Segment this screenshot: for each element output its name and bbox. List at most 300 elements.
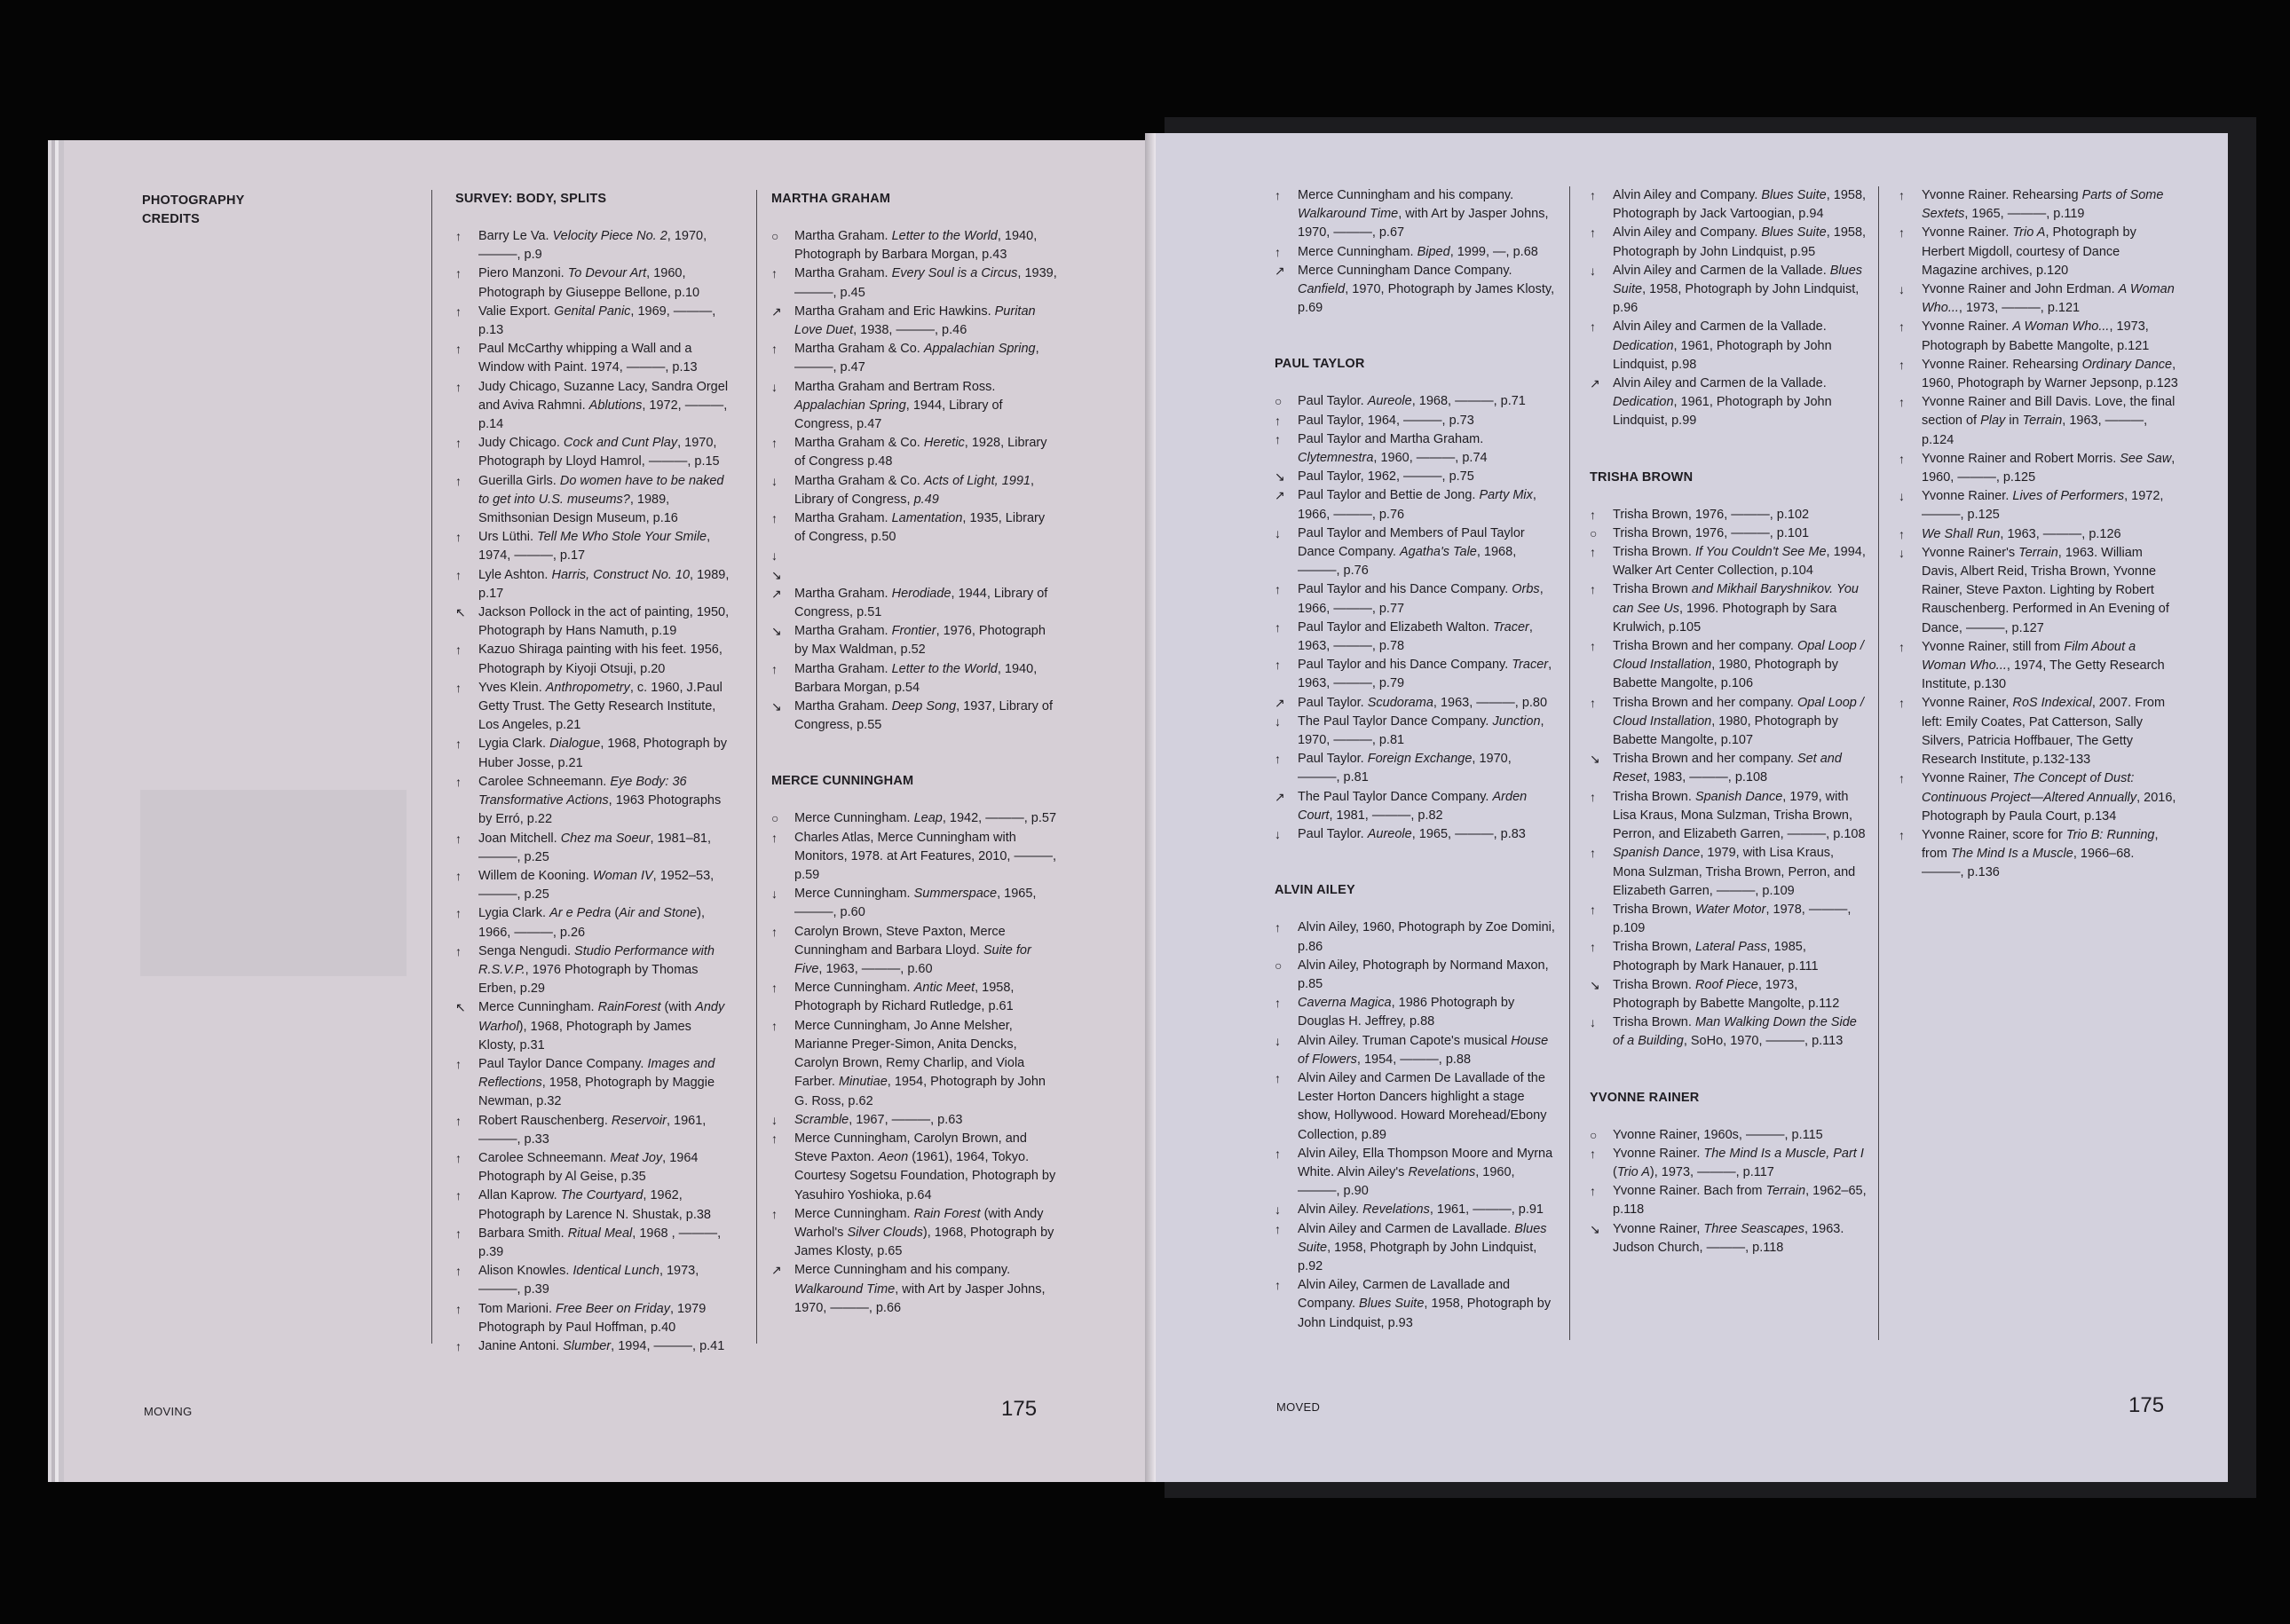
work-title-text: Meat Joy [610, 1150, 663, 1165]
work-title-text: The Mind Is a Muscle, Part I [1703, 1146, 1864, 1161]
credit-text: , 1963, ———, p.80 [1433, 695, 1548, 710]
credit-text: Martha Graham. [794, 624, 892, 639]
credit-entry [1590, 788, 1868, 845]
work-title-text: Clytemnestra [1298, 451, 1374, 466]
credit-text: , 1986 Photograph by Douglas H. Jeffrey, p.88 [1298, 996, 1515, 1029]
credit-entry [771, 979, 1058, 1016]
credit-text: , 1970, ———, p.81 [1298, 752, 1512, 785]
work-title-text: Cock and Cunt Play [563, 436, 678, 451]
arrow-marker-icon: ↓ [1275, 1202, 1281, 1218]
work-title-text: Terrain [2022, 414, 2063, 429]
work-title-text: p.49 [913, 492, 939, 507]
credit-text: Trisha Brown and her company. [1613, 695, 1797, 710]
credit-text: , 1963, ———, p.124 [1922, 414, 2148, 447]
credit-text: The Paul Taylor Dance Company. [1298, 789, 1493, 804]
credit-entry [1275, 918, 1555, 956]
work-title-text: Reservoir [611, 1113, 667, 1128]
credit-text: , 1979, with Lisa Kraus, Mona Sulzman, Trisha Brown, Perron, and Elizabeth Garren, ———, p.108 [1613, 789, 1866, 842]
work-title-text: Eye Body: 36 Transformative Actions [478, 774, 687, 808]
credit-text: Merce Cunningham. [1298, 244, 1417, 259]
credit-text: Paul Taylor and Elizabeth Walton. [1298, 619, 1494, 635]
credit-entry [455, 434, 731, 471]
credit-text: Valie Export. [478, 304, 555, 319]
arrow-marker-icon: ↑ [1275, 920, 1281, 935]
credit-text: , 1972, ———, p.125 [1922, 489, 2164, 523]
credit-text: , 1962–65, p.118 [1613, 1184, 1867, 1218]
credit-text: Trisha Brown. [1613, 545, 1695, 560]
page-number-right: 175 [2128, 1393, 2165, 1417]
credit-text: Yvonne Rainer. [1613, 1146, 1704, 1161]
credit-text: Yvonne Rainer. [1922, 225, 2013, 240]
arrow-marker-icon: ↑ [1590, 225, 1596, 240]
work-title-text: Slumber [563, 1338, 612, 1353]
credit-entry [771, 547, 1058, 565]
arrow-marker-icon: ○ [1590, 1127, 1598, 1142]
credit-text: , 1940, Barbara Morgan, p.54 [794, 661, 1038, 695]
credit-entry [1275, 1145, 1555, 1202]
credit-text: Piero Manzoni. [478, 266, 568, 281]
credit-entry [1899, 224, 2178, 280]
credit-text: Martha Graham. [794, 229, 892, 243]
credit-text: Kazuo Shiraga painting with his feet. 1956, Photograph by Kiyoji Otsuji, p.20 [478, 643, 723, 676]
credit-entry [455, 830, 731, 867]
credit-entry [455, 227, 731, 264]
credit-text: Paul Taylor and his Dance Company. [1298, 582, 1512, 597]
work-title-text: Biped [1417, 244, 1450, 259]
credit-text: , 1963, ———, p.78 [1298, 619, 1533, 654]
arrow-marker-icon: ↑ [1590, 940, 1596, 955]
credit-text: , 1958, Photograph by Jack Vartoogian, p.94 [1613, 188, 1867, 222]
credit-text: Merce Cunningham. [794, 1206, 914, 1221]
arrow-marker-icon: ↑ [1590, 1146, 1596, 1161]
credit-text: Merce Cunningham. [794, 887, 914, 902]
credit-text: , 1994, Walker Art Center Collection, p.104 [1613, 545, 1866, 579]
credit-text: , 1970, ———, p.9 [478, 229, 707, 263]
arrow-marker-icon: ↑ [1590, 789, 1596, 804]
arrow-marker-icon: ↑ [455, 737, 462, 752]
arrow-marker-icon: ↗ [1275, 263, 1285, 278]
arrow-marker-icon: ↓ [1590, 263, 1596, 278]
work-title-text: Dedication [1613, 338, 1674, 353]
arrow-marker-icon: ↘ [1590, 977, 1600, 992]
credit-entry [1275, 1276, 1555, 1333]
work-title-text: Herodiade [891, 586, 952, 601]
credit-text: Trisha Brown. [1613, 789, 1695, 804]
credit-text: , 1960, Photograph by Giuseppe Bellone, p.10 [478, 266, 700, 300]
credit-entry [455, 867, 731, 904]
credit-text: Alvin Ailey and Company. [1613, 188, 1762, 202]
work-title-text: Tell Me Who Stole Your Smile [537, 530, 707, 545]
work-title-text: Ordinary Dance [2081, 357, 2173, 372]
credit-text: , 1965, ———, p.83 [1411, 827, 1526, 842]
arrow-marker-icon: ↑ [455, 943, 462, 958]
work-title-text: Appalachian Spring [923, 342, 1036, 357]
arrow-marker-icon: ↑ [1899, 319, 1905, 335]
work-title-text: Anthropometry [545, 680, 630, 695]
work-title-text: Three Seascapes [1703, 1221, 1805, 1236]
credit-text: ), 1968, Photograph by James Klosty, p.31 [478, 1019, 691, 1052]
credit-text: , ———, p.47 [794, 342, 1039, 375]
credit-text: , 1966, ———, p.76 [1298, 488, 1536, 522]
arrow-marker-icon: ↑ [455, 680, 462, 695]
credit-text: , 1960, Photograph by Warner Jepsonp, p.123 [1922, 357, 2178, 391]
credit-text: , 1965, ———, p.60 [794, 887, 1037, 920]
arrow-marker-icon: ↓ [1275, 1033, 1281, 1048]
credit-text: , 1954, Photograph by John G. Ross, p.62 [794, 1075, 1046, 1108]
arrow-marker-icon: ↑ [1275, 1278, 1281, 1293]
credit-entry [1590, 694, 1868, 751]
credit-text: , with Art by Jasper Johns, 1970, ———, p.66 [794, 1281, 1046, 1315]
credit-entry [1590, 374, 1868, 431]
arrow-marker-icon: ↓ [1899, 545, 1905, 560]
arrow-marker-icon: ↑ [1899, 225, 1905, 240]
credit-text: Urs Lüthi. [478, 530, 538, 545]
credit-text: , 1980, Photograph by Babette Mangolte, p.107 [1613, 713, 1838, 748]
credit-entry [771, 809, 1058, 828]
credit-text: Merce Cunningham. [794, 981, 914, 996]
credit-entry [771, 1205, 1058, 1262]
arrow-marker-icon: ↑ [1275, 244, 1281, 259]
credit-text: Yvonne Rainer, [1922, 771, 2013, 786]
credit-text: , 1942, ———, p.57 [942, 811, 1057, 826]
credit-entry [1590, 901, 1868, 938]
work-title-text: Summerspace [913, 887, 998, 902]
credit-text: Alvin Ailey, Carmen de Lavallade and Company. [1298, 1278, 1511, 1312]
credit-text: Yvonne Rainer. [1922, 319, 2013, 335]
credit-text: , 1969, ———, p.13 [478, 304, 716, 338]
work-title-text: Chez ma Soeur [560, 831, 651, 846]
arrow-marker-icon: ↓ [771, 473, 778, 488]
credit-text: , 1968, Photograph by Huber Josse, p.21 [478, 737, 728, 770]
arrow-marker-icon: ↓ [771, 1112, 778, 1127]
credit-text: Alvin Ailey. [1298, 1202, 1363, 1218]
arrow-marker-icon: ↓ [1275, 713, 1281, 729]
work-title-text: Opal Loop / Cloud Installation [1613, 695, 1864, 729]
credit-text: Merce Cunningham. [794, 811, 914, 826]
credit-entry [771, 698, 1058, 735]
credit-text: Trisha Brown, 1976, ———, p.102 [1613, 507, 1810, 522]
credit-entry [771, 1111, 1058, 1130]
credit-text: , 1940, Photograph by Barbara Morgan, p.43 [794, 229, 1038, 263]
credit-text: Merce Cunningham, Carolyn Brown, and Steve Paxton. [794, 1131, 1027, 1165]
arrow-marker-icon: ↑ [455, 831, 462, 846]
arrow-marker-icon: ↓ [1275, 525, 1281, 540]
credit-entry [455, 998, 731, 1055]
work-title-text: Roof Piece [1694, 977, 1758, 992]
work-title-text: Scudorama [1367, 695, 1433, 710]
credit-entry [1275, 694, 1555, 713]
section-heading: MERCE CUNNINGHAM [771, 774, 914, 789]
arrow-marker-icon: ↖ [455, 1000, 466, 1015]
credit-text: , 1973, ———, p.39 [478, 1264, 699, 1297]
work-title-text: Junction [1492, 713, 1541, 729]
credit-text: , 1970, Photograph by James Klosty, p.69 [1298, 282, 1555, 316]
credit-text: Yvonne Rainer, [1613, 1221, 1704, 1236]
credit-text: Tom Marioni. [478, 1301, 557, 1316]
credit-entry [1590, 637, 1868, 694]
arrow-marker-icon: ↑ [771, 1131, 778, 1146]
work-title-text: Aeon [878, 1150, 909, 1165]
credit-entry [1590, 224, 1868, 261]
credit-text: , 2007. From left: Emily Coates, Pat Catterson, Sally Silvers, Patricia Hoffbauer, The Getty Research Institute, p.132-133 [1922, 696, 2166, 768]
credit-entry [1275, 1069, 1555, 1145]
arrow-marker-icon: ↑ [1590, 639, 1596, 654]
credit-text: ), 1968, Photograph by James Klosty, p.65 [794, 1225, 1054, 1259]
credits-column-taylor-ailey [1275, 186, 1555, 1340]
credit-entry [455, 303, 731, 340]
credit-text: Paul Taylor. [1298, 394, 1368, 409]
credit-text: , 1972, ———, p.14 [478, 398, 728, 432]
credit-text: Trisha Brown. [1613, 977, 1695, 992]
arrow-marker-icon: ↗ [1275, 789, 1285, 804]
work-title-text: Revelations [1408, 1164, 1476, 1179]
credit-entry [1275, 656, 1555, 693]
credit-text: Paul Taylor, 1964, ———, p.73 [1298, 413, 1474, 428]
arrow-marker-icon: ↗ [771, 304, 782, 319]
credit-text: Lygia Clark. [478, 906, 550, 921]
credit-text: Yvonne Rainer, [1922, 696, 2013, 711]
credit-text: Martha Graham & Co. [794, 342, 924, 357]
page-number-left: 175 [1001, 1397, 1038, 1421]
arrow-marker-icon: ○ [1275, 958, 1283, 973]
credit-text: Merce Cunningham and his company. [794, 1263, 1011, 1278]
credit-text: , 1960, ———, p.90 [1298, 1164, 1515, 1199]
credit-text: Paul Taylor and Martha Graham. [1298, 431, 1484, 446]
credit-text: Paul Taylor and his Dance Company. [1298, 658, 1512, 673]
work-title-text: Heretic [923, 436, 965, 451]
credit-entry [455, 472, 731, 529]
section-heading: SURVEY: BODY, SPLITS [455, 192, 607, 206]
credit-entry [771, 829, 1058, 886]
credit-text: Paul Taylor. [1298, 827, 1368, 842]
work-title-text: Antic Meet [913, 981, 975, 996]
arrow-marker-icon: ↓ [1899, 282, 1905, 297]
work-title-text: RainForest [597, 1000, 661, 1015]
credit-text: Alison Knowles. [478, 1264, 573, 1279]
credit-entry [771, 622, 1058, 659]
work-title-text: Spanish Dance [1694, 789, 1783, 804]
credit-text: , 1958, Photograph by John Lindquist, p.93 [1298, 1297, 1552, 1330]
credit-entry [1899, 393, 2178, 450]
credit-text: Janine Antoni. [478, 1338, 564, 1353]
credit-text: (with [660, 1000, 696, 1015]
credit-text: , 1974, The Getty Research Institute, p.130 [1922, 658, 2165, 692]
credit-text: , 2016, Photograph by Paula Court, p.134 [1922, 790, 2176, 824]
work-title-text: Air and Stone [619, 906, 698, 921]
work-title-text: The Mind Is a Muscle [1951, 847, 2073, 862]
arrow-marker-icon: ↑ [455, 643, 462, 658]
work-title-text: The Courtyard [560, 1188, 644, 1203]
arrow-marker-icon: ↗ [1275, 488, 1285, 503]
credit-text: , 1973, Photograph by Babette Mangolte, p.112 [1613, 977, 1840, 1011]
arrow-marker-icon: ↑ [455, 868, 462, 883]
credit-entry [455, 1112, 731, 1149]
credit-text: Charles Atlas, Merce Cunningham with Monitors, 1978. at Art Features, 2010, ———, p.59 [794, 830, 1056, 883]
credit-text: , 1968, ———, p.71 [1411, 394, 1526, 409]
credit-text: , 1960, ———, p.74 [1373, 451, 1488, 466]
work-title-text: Harris, Construct No. 10 [551, 567, 691, 582]
arrow-marker-icon: ↑ [455, 379, 462, 394]
arrow-marker-icon: ↑ [1899, 395, 1905, 410]
work-title-text: Minutiae [838, 1075, 888, 1090]
credit-text: , 1964 Photograph by Al Geise, p.35 [478, 1150, 699, 1185]
credit-entry [455, 942, 731, 999]
credit-text: Yves Klein. [478, 680, 546, 695]
credit-entry [455, 1262, 731, 1299]
credit-entry [455, 679, 731, 736]
credit-text: Yvonne Rainer and Robert Morris. [1922, 451, 2120, 466]
arrow-marker-icon: ↑ [455, 304, 462, 319]
arrow-marker-icon: ↑ [771, 436, 778, 451]
credit-text: Trisha Brown, 1976, ———, p.101 [1613, 525, 1810, 540]
credit-text: Paul Taylor and Bettie de Jong. [1298, 488, 1480, 503]
credit-entry [1275, 580, 1555, 618]
credit-text: Martha Graham & Co. [794, 473, 924, 488]
faded-image-area [140, 790, 407, 976]
arrow-marker-icon: ↑ [1275, 431, 1281, 446]
work-title-text: Foreign Exchange [1367, 752, 1473, 767]
work-title-text: Scramble [794, 1112, 849, 1127]
credits-column-rainer-cont [1878, 186, 2178, 1340]
credit-text: ( [1613, 1164, 1617, 1179]
work-title-text: Blues Suite [1761, 188, 1827, 202]
credit-text: , 1960, ———, p.125 [1922, 451, 2176, 485]
work-title-text: Studio Performance with R.S.V.P. [478, 943, 715, 977]
credit-text: , 1979, with Lisa Kraus, Mona Sulzman, Trisha Brown, Perron, and Elizabeth Garren, ———, p.109 [1613, 846, 1856, 898]
arrow-marker-icon: ↑ [455, 906, 462, 921]
work-title-text: A Woman Who... [2012, 319, 2110, 335]
arrow-marker-icon: ↑ [455, 1113, 462, 1128]
credit-entry [1275, 412, 1555, 430]
credit-entry [1899, 638, 2178, 695]
arrow-marker-icon: ↑ [455, 1264, 462, 1279]
work-title-text: Party Mix [1479, 488, 1533, 503]
arrow-marker-icon: ↑ [1899, 526, 1905, 541]
work-title-text: Woman IV [592, 868, 653, 883]
arrow-marker-icon: ↑ [455, 266, 462, 281]
credit-text: , 1963, ———, p.126 [2000, 526, 2121, 541]
credit-text: , 1963, ———, p.60 [818, 962, 933, 977]
arrow-marker-icon: ↑ [1590, 545, 1596, 560]
credit-entry [771, 264, 1058, 302]
work-title-text: and Mikhail Baryshnikov. You can See Us [1613, 582, 1859, 616]
work-title-text: Lateral Pass [1694, 940, 1767, 955]
arrow-marker-icon: ↑ [455, 530, 462, 545]
arrow-marker-icon: ↑ [1590, 695, 1596, 710]
arrow-marker-icon: ↑ [455, 436, 462, 451]
credit-text: , 1963, ———, p.79 [1298, 658, 1552, 691]
credit-entry [1899, 450, 2178, 487]
work-title-text: Every Soul is a Circus [891, 266, 1018, 281]
arrow-marker-icon: ↑ [1899, 827, 1905, 842]
credit-entry [1590, 1126, 1868, 1145]
credit-text: Barry Le Va. [478, 229, 553, 243]
work-title-text: Set and Reset [1613, 752, 1842, 785]
credit-entry [1275, 994, 1555, 1031]
work-title-text: Aureole [1367, 827, 1412, 842]
credit-text: Paul Taylor and Members of Paul Taylor Dance Company. [1298, 525, 1525, 560]
credit-text: Martha Graham and Eric Hawkins. [794, 304, 995, 319]
credit-text: , 1961, ———, p.33 [478, 1113, 707, 1147]
credit-text: , 1996. Photograph by Sara Krulwich, p.105 [1613, 601, 1837, 635]
credit-text: Judy Chicago, Suzanne Lacy, Sandra Orgel and Aviva Rahmni. [478, 379, 729, 413]
photography-credits-title: PHOTOGRAPHY CREDITS [142, 193, 245, 226]
work-title-text: Blues Suite [1359, 1297, 1425, 1312]
credit-text: , 1976 Photograph by Thomas Erben, p.29 [478, 962, 699, 997]
arrow-marker-icon: ↑ [1590, 846, 1596, 861]
credit-entry [1590, 580, 1868, 637]
running-footer-moved: MOVED [1276, 1400, 1321, 1414]
credit-text: Joan Mitchell. [478, 831, 561, 846]
credit-text: Carolyn Brown, Steve Paxton, Merce Cunningham and Barbara Lloyd. [794, 924, 1006, 958]
credit-text: , 1954, ———, p.88 [1356, 1052, 1472, 1067]
credit-text: , 1968 , ———, p.39 [478, 1226, 722, 1259]
credit-text: Yvonne Rainer's [1922, 545, 2019, 560]
arrow-marker-icon: ↑ [455, 1226, 462, 1241]
credit-text: Paul Taylor, 1962, ———, p.75 [1298, 469, 1474, 485]
credit-entry [771, 472, 1058, 509]
credit-entry [1275, 1201, 1555, 1219]
work-title-text: Canfield [1298, 282, 1346, 297]
work-title-text: Terrain [2018, 545, 2058, 560]
credit-text: (with Andy Warhol's [794, 1206, 1044, 1240]
credit-entry [771, 566, 1058, 585]
credit-text: ), 1966, ———, p.26 [478, 906, 705, 940]
credit-text: , 1966, ———, p.77 [1298, 582, 1544, 616]
credit-entry [1590, 1013, 1868, 1051]
credit-entry [771, 378, 1058, 435]
credit-entry [455, 603, 731, 641]
work-title-text: Caverna Magica [1298, 996, 1392, 1011]
credit-entry [1275, 243, 1555, 262]
credit-text: Martha Graham. [794, 699, 892, 714]
credit-text: , 1963 Photographs by Erró, p.22 [478, 793, 722, 827]
arrow-marker-icon: ↘ [1590, 752, 1600, 767]
credit-text: Alvin Ailey and Carmen de la Vallade. [1613, 263, 1830, 278]
work-title-text: Tracer [1512, 658, 1549, 673]
work-title-text: Blues Suite [1613, 263, 1863, 297]
credit-text: , 1961, ———, p.91 [1429, 1202, 1544, 1218]
arrow-marker-icon: ↑ [1275, 188, 1281, 202]
credit-text: Alvin Ailey and Carmen de la Vallade. [1613, 376, 1827, 391]
arrow-marker-icon: ↑ [1899, 451, 1905, 466]
credit-text: Alvin Ailey, Ella Thompson Moore and Myrna White. Alvin Ailey's [1298, 1146, 1553, 1179]
credit-text: Robert Rauschenberg. [478, 1113, 612, 1128]
credit-text: Trisha Brown and her company. [1613, 639, 1797, 654]
credit-entry [1899, 769, 2178, 826]
arrow-marker-icon: ↑ [455, 342, 462, 357]
arrow-marker-icon: ↓ [1275, 827, 1281, 842]
work-title-text: Lives of Performers [2012, 489, 2125, 504]
credit-entry [1899, 826, 2178, 883]
credit-text: , 1944, Library of Congress, p.47 [794, 398, 1003, 432]
credit-text: , 1970, Photograph by Lloyd Hamrol, ———, p.15 [478, 436, 720, 469]
running-footer-moving: MOVING [144, 1405, 193, 1418]
credit-text: , Photograph by Herbert Migdoll, courtesy of Dance Magazine archives, p.120 [1922, 225, 2136, 278]
arrow-marker-icon: ↘ [1275, 469, 1285, 485]
credit-text: , 1968, ———, p.76 [1298, 545, 1517, 579]
work-title-text: Letter to the World [891, 661, 998, 676]
credit-text: Judy Chicago. [478, 436, 564, 451]
work-title-text: The Concept of Dust: Continuous Project—Altered Annually [1922, 771, 2137, 805]
arrow-marker-icon: ↑ [771, 1206, 778, 1221]
work-title-text: Spanish Dance [1613, 846, 1701, 861]
credit-text: Lygia Clark. [478, 737, 550, 752]
work-title-text: A Woman Who... [1922, 282, 2175, 316]
credit-text: Alvin Ailey. Truman Capote's musical [1298, 1033, 1512, 1048]
credit-text: Trisha Brown, [1613, 902, 1695, 917]
arrow-marker-icon: ○ [1275, 394, 1283, 409]
